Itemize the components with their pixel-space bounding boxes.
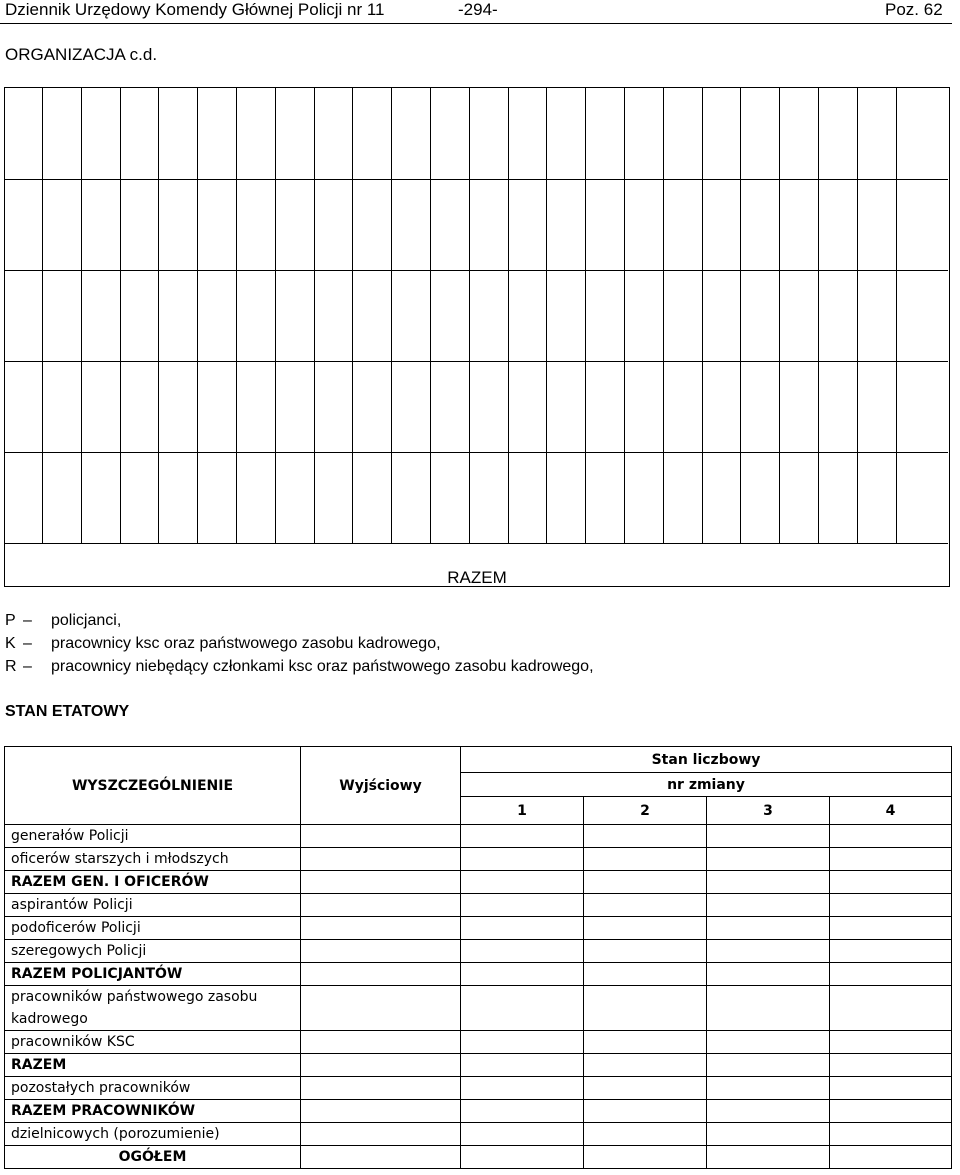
change-value-cell — [830, 825, 952, 848]
change-value-cell — [707, 1077, 830, 1100]
table-row — [5, 1054, 952, 1077]
grid-row-line — [5, 270, 948, 271]
row-label: pozostałych pracowników — [5, 1077, 301, 1100]
change-value-cell — [830, 1100, 952, 1123]
initial-value-cell — [301, 1077, 461, 1100]
row-label: RAZEM POLICJANTÓW — [5, 963, 301, 986]
grid-column-line — [624, 88, 625, 543]
change-value-cell — [830, 917, 952, 940]
legend-item-p — [5, 612, 121, 630]
row-label: RAZEM — [5, 1054, 301, 1077]
change-value-cell — [461, 848, 584, 871]
legend-key: K — [5, 635, 16, 652]
row-label: oficerów starszych i młodszych — [5, 848, 301, 871]
change-value-cell — [461, 1054, 584, 1077]
change-value-cell — [830, 940, 952, 963]
row-label: szeregowych Policji — [5, 940, 301, 963]
table-row — [5, 871, 952, 894]
grid-row-line — [5, 543, 948, 544]
change-value-cell — [461, 1077, 584, 1100]
grid-row-line — [5, 452, 948, 453]
change-value-cell — [461, 894, 584, 917]
grid-column-line — [430, 88, 431, 543]
change-value-cell — [584, 1146, 707, 1169]
change-value-cell — [707, 1123, 830, 1146]
initial-value-cell — [301, 871, 461, 894]
change-value-cell — [584, 963, 707, 986]
grid-column-line — [314, 88, 315, 543]
grid-column-line — [702, 88, 703, 543]
change-value-cell — [830, 1031, 952, 1054]
legend-dash: – — [23, 635, 32, 652]
row-label: aspirantów Policji — [5, 894, 301, 917]
change-value-cell — [830, 1054, 952, 1077]
grid-column-line — [585, 88, 586, 543]
change-value-cell — [584, 917, 707, 940]
legend-item-r — [5, 658, 594, 676]
change-value-cell — [830, 848, 952, 871]
change-value-cell — [584, 871, 707, 894]
change-value-cell — [584, 894, 707, 917]
table-row — [5, 848, 952, 871]
position-number: Poz. 62 — [885, 0, 943, 19]
grid-column-line — [236, 88, 237, 543]
change-value-cell — [584, 940, 707, 963]
change-value-cell — [584, 1031, 707, 1054]
change-value-cell — [584, 848, 707, 871]
table-row — [5, 986, 952, 1031]
legend-dash: – — [23, 658, 32, 675]
grid-column-line — [546, 88, 547, 543]
grid-column-line — [508, 88, 509, 543]
grid-column-line — [352, 88, 353, 543]
description-header: WYSZCZEGÓLNIENIE — [5, 747, 301, 825]
change-value-cell — [461, 1031, 584, 1054]
initial-state-header: Wyjściowy — [301, 747, 461, 825]
stan-etatowy-title: STAN ETATOWY — [5, 703, 130, 720]
initial-value-cell — [301, 917, 461, 940]
stan-liczbowy-header: Stan liczbowy — [461, 747, 952, 773]
change-value-cell — [461, 871, 584, 894]
change-value-cell — [461, 940, 584, 963]
staffing-table — [4, 746, 952, 1169]
row-label: podoficerów Policji — [5, 917, 301, 940]
change-value-cell — [707, 917, 830, 940]
change-value-cell — [707, 940, 830, 963]
initial-value-cell — [301, 986, 461, 1031]
grid-column-line — [896, 88, 897, 543]
table-row — [5, 917, 952, 940]
table-row — [5, 940, 952, 963]
change-value-cell — [707, 871, 830, 894]
change-value-cell — [461, 963, 584, 986]
grid-column-line — [275, 88, 276, 543]
grid-row-line — [5, 361, 948, 362]
table-row — [5, 1123, 952, 1146]
change-value-cell — [461, 1123, 584, 1146]
change-col-4: 4 — [830, 797, 952, 825]
grid-column-line — [857, 88, 858, 543]
grid-column-line — [42, 88, 43, 543]
change-value-cell — [707, 848, 830, 871]
initial-value-cell — [301, 940, 461, 963]
initial-value-cell — [301, 1146, 461, 1169]
change-value-cell — [461, 825, 584, 848]
initial-value-cell — [301, 1031, 461, 1054]
change-value-cell — [830, 1123, 952, 1146]
table-row — [5, 1077, 952, 1100]
change-value-cell — [461, 917, 584, 940]
initial-value-cell — [301, 1054, 461, 1077]
grid-column-line — [740, 88, 741, 543]
change-value-cell — [830, 1077, 952, 1100]
legend-key: P — [5, 612, 16, 629]
initial-value-cell — [301, 1123, 461, 1146]
initial-value-cell — [301, 825, 461, 848]
initial-value-cell — [301, 1100, 461, 1123]
change-value-cell — [707, 894, 830, 917]
change-value-cell — [461, 986, 584, 1031]
change-value-cell — [584, 825, 707, 848]
legend-item-k — [5, 635, 441, 653]
row-label: RAZEM GEN. I OFICERÓW — [5, 871, 301, 894]
change-value-cell — [707, 1031, 830, 1054]
section-title: ORGANIZACJA c.d. — [5, 45, 158, 64]
legend-text: pracownicy niebędący członkami ksc oraz państwowego zasobu kadrowego, — [51, 658, 594, 675]
initial-value-cell — [301, 963, 461, 986]
change-value-cell — [461, 1100, 584, 1123]
change-value-cell — [707, 986, 830, 1031]
grid-column-line — [197, 88, 198, 543]
page-number: -294- — [458, 0, 498, 19]
grid-column-line — [158, 88, 159, 543]
change-value-cell — [830, 986, 952, 1031]
organization-grid — [4, 87, 950, 587]
legend-text: pracownicy ksc oraz państwowego zasobu kadrowego, — [51, 635, 441, 652]
change-value-cell — [584, 986, 707, 1031]
change-value-cell — [584, 1077, 707, 1100]
table-row — [5, 1146, 952, 1169]
change-value-cell — [830, 894, 952, 917]
header-rule — [0, 23, 952, 24]
change-value-cell — [707, 1100, 830, 1123]
row-label: RAZEM PRACOWNIKÓW — [5, 1100, 301, 1123]
grid-row-line — [5, 179, 948, 180]
legend-text: policjanci, — [51, 612, 122, 629]
table-row — [5, 825, 952, 848]
table-row — [5, 894, 952, 917]
grid-column-line — [779, 88, 780, 543]
change-value-cell — [707, 1146, 830, 1169]
change-value-cell — [461, 1146, 584, 1169]
change-value-cell — [830, 963, 952, 986]
row-label: pracowników KSC — [5, 1031, 301, 1054]
change-value-cell — [707, 963, 830, 986]
change-value-cell — [830, 1146, 952, 1169]
row-label: generałów Policji — [5, 825, 301, 848]
table-row — [5, 963, 952, 986]
row-label: pracowników państwowego zasobu kadrowego — [5, 986, 301, 1031]
table-row — [5, 1031, 952, 1054]
grid-column-line — [818, 88, 819, 543]
change-value-cell — [830, 871, 952, 894]
change-value-cell — [584, 1123, 707, 1146]
change-value-cell — [584, 1054, 707, 1077]
row-label: dzielnicowych (porozumienie) — [5, 1123, 301, 1146]
change-number-header: nr zmiany — [461, 773, 952, 797]
change-value-cell — [707, 1054, 830, 1077]
legend-key: R — [5, 658, 17, 675]
initial-value-cell — [301, 894, 461, 917]
grid-column-line — [81, 88, 82, 543]
initial-value-cell — [301, 848, 461, 871]
change-value-cell — [584, 1100, 707, 1123]
grid-column-line — [663, 88, 664, 543]
grid-column-line — [120, 88, 121, 543]
journal-title: Dziennik Urzędowy Komendy Głównej Policji nr 11 — [5, 0, 385, 19]
change-col-2: 2 — [584, 797, 707, 825]
change-col-3: 3 — [707, 797, 830, 825]
row-label: OGÓŁEM — [5, 1146, 301, 1169]
grid-column-line — [469, 88, 470, 543]
table-row — [5, 1100, 952, 1123]
change-value-cell — [707, 825, 830, 848]
grid-total-label: RAZEM — [447, 568, 507, 587]
legend-dash: – — [23, 612, 32, 629]
change-col-1: 1 — [461, 797, 584, 825]
grid-column-line — [391, 88, 392, 543]
